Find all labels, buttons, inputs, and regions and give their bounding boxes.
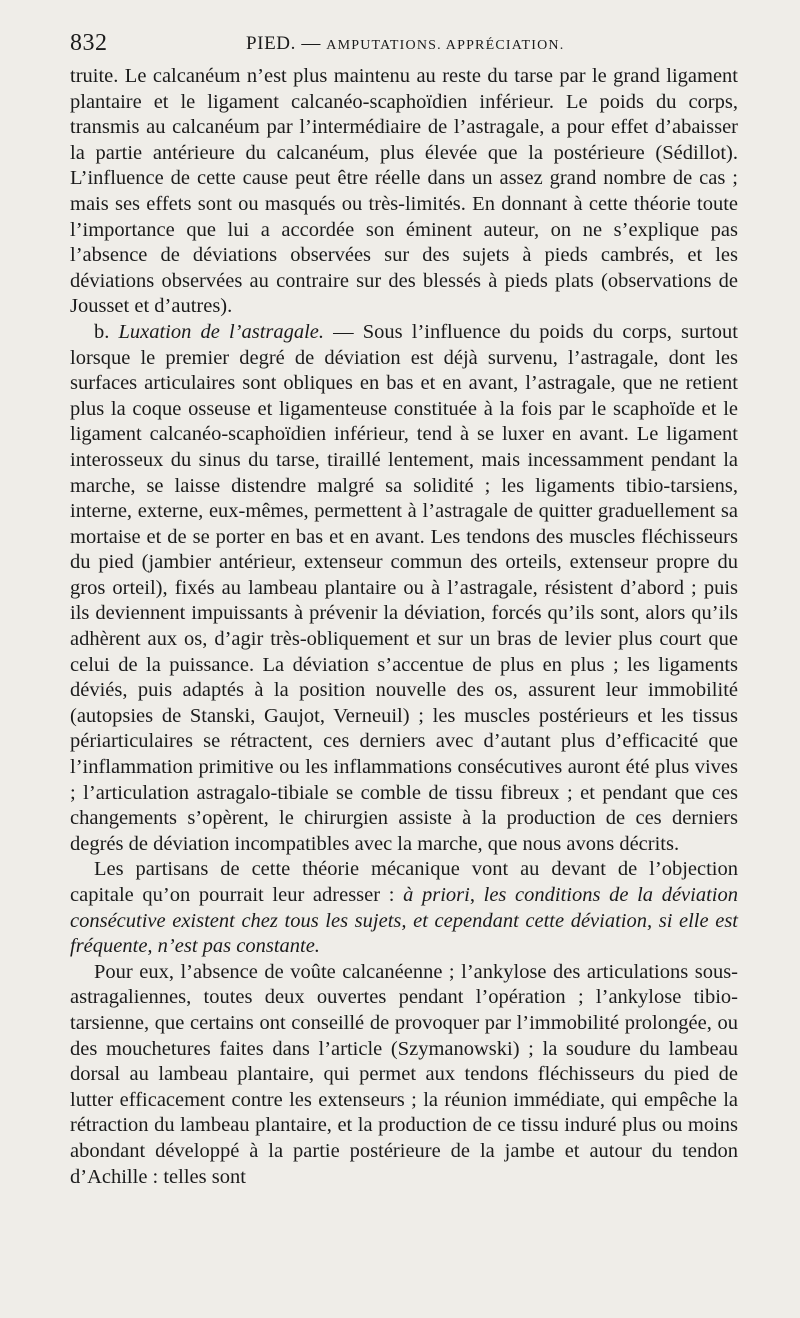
body-text xyxy=(70,64,738,1190)
paragraph xyxy=(70,320,738,857)
paragraph xyxy=(70,960,738,1190)
text-run: Les partisans de cette théorie mécanique vont au devant de l’objection capitale qu’on pourrait leur adresser : xyxy=(70,858,738,906)
text-run: , xyxy=(469,884,484,906)
text-run: Pour eux, l’absence de voûte calcanéenne ; l’ankylose des articulations sous-astragaliennes, toutes deux ouvertes pendant l’opération ; l’ankylose tibio-tarsienne, que certains ont conseillé de provoquer par l’immobilité prolongée, ou des mouchetures faites dans l’article (Szymanowski) ; la soudure du lambeau dorsal au lambeau plantaire, qui permet aux tendons fléchisseurs du pied de lutter efficacement contre les extenseurs ; la réunion immédiate, qui empêche la rétraction du lambeau plantaire, et la production de ce tissu induré plus ou moins abondant développé à la partie postérieure de la jambe et autour du tendon d’Achille : telles sont xyxy=(70,960,738,1188)
italic-text: les conditions de la déviation consécutive existent chez tous les sujets, et cependant cette déviation, si elle est fréquente, n’est pas constante. xyxy=(70,884,738,958)
paragraph xyxy=(70,64,738,320)
running-head xyxy=(246,33,564,55)
page-header xyxy=(70,30,738,60)
paragraph xyxy=(70,857,738,959)
page-number: 832 xyxy=(70,30,108,56)
text-run: — Sous l’influence du poids du corps, surtout lorsque le premier degré de déviation est déjà survenu, l’astragale, dont les surfaces articulaires sont obliques en bas et en avant, l’astragale, que ne retient plus la coque osseuse et ligamenteuse constituée à la fois par le scaphoïde et le ligament calcanéo-scaphoïdien inférieur, tend à se luxer en avant. Le ligament interosseux du sinus du tarse, tiraillé lentement, mais incessamment pendant la marche, se laisse distendre malgré sa solidité ; les ligaments tibio-tarsiens, interne, externe, eux-mêmes, permettent à l’astragale de quitter graduellement sa mortaise et de se porter en bas et en avant. Les tendons des muscles fléchisseurs du pied (jambier antérieur, extenseur commun des orteils, extenseur propre du gros orteil), fixés au lambeau plantaire ou à l’astragale, résistent d’abord ; puis ils deviennent impuissants à prévenir la déviation, forcés qu’ils sont, alors qu’ils adhèrent aux os, d’agir très-obliquement et sur un bras de levier plus court que celui de la puissance. La déviation s’accentue de plus en plus ; les ligaments déviés, puis adaptés à la position nouvelle des os, assurent leur immobilité (autopsies de Stanski, Gaujot, Verneuil) ; les muscles postérieurs et les tissus périarticulaires se rétractent, ces derniers avec d’autant plus d’efficacité que l’inflammation primitive ou les inflammations consécutives auront été plus vives ; l’articulation astragalo-tibiale se comble de tissu fibreux ; et pendant que ces changements s’opèrent, le chirurgien assiste à la production de ces derniers degrés de déviation incompatibles avec la marche, que nous avons décrits. xyxy=(70,320,738,855)
italic-text: à priori xyxy=(403,884,470,906)
text-run: truite. Le calcanéum n’est plus maintenu au reste du tarse par le grand ligament plantaire et le ligament calcanéo-scaphoïdien inférieur. Le poids du corps, transmis au calcanéum par l’intermédiaire de l’astragale, a pour effet d’abaisser la partie antérieure du calcanéum, plus élevée que la postérieure (Sédillot). L’influence de cette cause peut être réelle dans un assez grand nombre de cas ; mais ses effets sont ou masqués ou très-limités. En donnant à cette théorie toute l’importance que lui a accordée son éminent auteur, on ne s’explique pas l’absence de déviations observées sur des sujets à pieds cambrés, et les déviations observées au contraire sur des blessés à pieds plats (observations de Jousset et d’autres). xyxy=(70,65,738,318)
running-head-subtitle: AMPUTATIONS. APPRÉCIATION. xyxy=(326,38,565,53)
running-head-main: PIED. — xyxy=(246,33,321,54)
text-run: b. xyxy=(94,320,119,343)
italic-text: Luxation de l’astragale. xyxy=(118,320,325,343)
